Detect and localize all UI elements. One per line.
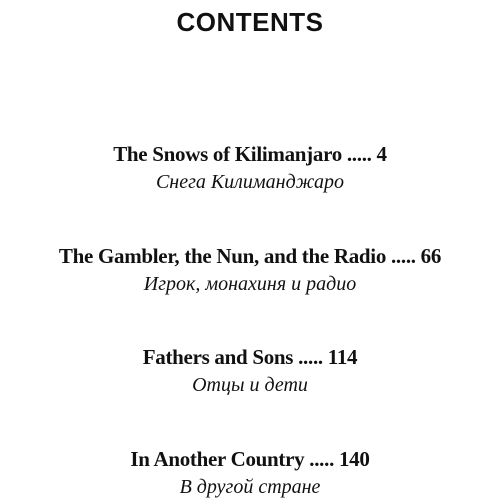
toc-entry-title[interactable]: In Another Country ..... 140 <box>130 447 370 471</box>
toc-entry-subtitle: В другой стране <box>179 476 321 498</box>
toc-entry[interactable] <box>0 344 500 398</box>
contents-heading: CONTENTS <box>176 7 324 37</box>
toc-entry[interactable] <box>0 141 500 195</box>
toc-entry-title[interactable]: Fathers and Sons ..... 114 <box>142 345 358 369</box>
toc-entry[interactable] <box>0 243 500 297</box>
toc-entry-subtitle: Отцы и дети <box>192 374 308 396</box>
toc-entry-title[interactable]: The Gambler, the Nun, and the Radio ..... 66 <box>58 244 442 268</box>
toc-entry-subtitle: Снега Килиманджаро <box>155 171 345 193</box>
toc-entry[interactable] <box>0 446 500 500</box>
toc-entry-title[interactable]: The Snows of Kilimanjaro ..... 4 <box>113 142 387 166</box>
toc-entry-subtitle: Игрок, монахиня и радио <box>143 273 357 295</box>
